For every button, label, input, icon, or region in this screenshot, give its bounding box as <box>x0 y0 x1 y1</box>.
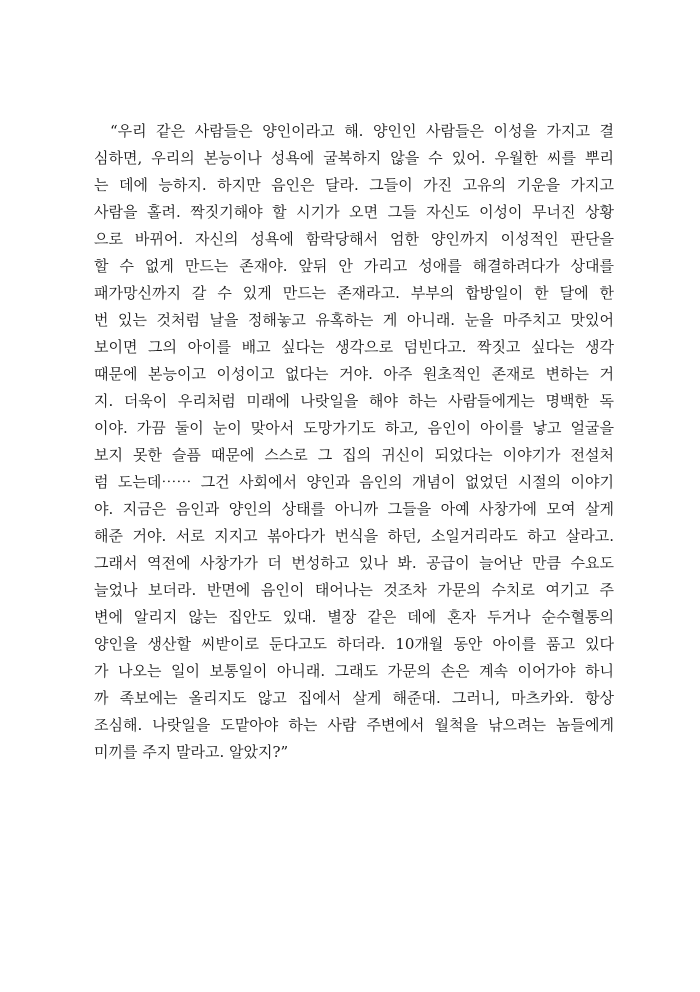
text-line: “우리 같은 사람들은 양인이라고 해. 양인인 사람들은 이성을 가지고 결 <box>110 122 614 140</box>
text-line: 그래서 역전에 사창가가 더 번성하고 있나 봐. 공급이 늘어난 만큼 수요도 <box>94 554 614 572</box>
text-line: 는 데에 능하지. 하지만 음인은 달라. 그들이 가진 고유의 기운을 가지고 <box>94 176 614 194</box>
text-line: 사람을 홀려. 짝짓기해야 할 시기가 오면 그들 자신도 이성이 무너진 상황 <box>94 203 614 221</box>
text-line: 할 수 없게 만드는 존재야. 앞뒤 안 가리고 성애를 해결하려다가 상대를 <box>94 257 614 275</box>
text-line: 보이면 그의 아이를 배고 싶다는 생각으로 덤빈다고. 짝짓고 싶다는 생각 <box>94 338 614 356</box>
text-line: 야. 지금은 음인과 양인의 상태를 아니까 그들을 아예 사창가에 모여 살게 <box>94 500 614 518</box>
text-line: 때문에 본능이고 이성이고 없다는 거야. 아주 원초적인 존재로 변하는 거 <box>94 365 614 383</box>
body-paragraph <box>94 118 614 766</box>
text-line: 해준 거야. 서로 지지고 볶아다가 번식을 하던, 소일거리라도 하고 살라고. <box>94 527 614 545</box>
text-line: 양인을 생산할 씨받이로 둔다고도 하더라. 10개월 동안 아이를 품고 있다 <box>94 635 614 653</box>
text-line: 늘었나 보더라. 반면에 음인이 태어나는 것조차 가문의 수치로 여기고 주 <box>94 581 614 599</box>
text-line: 심하면, 우리의 본능이나 성욕에 굴복하지 않을 수 있어. 우월한 씨를 뿌리 <box>94 149 614 167</box>
text-line: 미끼를 주지 말라고. 알았지?” <box>94 743 289 761</box>
text-line: 가 나오는 일이 보통일이 아니래. 그래도 가문의 손은 계속 이어가야 하니 <box>94 662 614 680</box>
text-line: 번 있는 것처럼 날을 정해놓고 유혹하는 게 아니래. 눈을 마주치고 맛있어 <box>94 311 614 329</box>
text-line: 까 족보에는 올리지도 않고 집에서 살게 해준대. 그러니, 마츠카와. 항상 <box>94 689 614 707</box>
text-line: 으로 바뀌어. 자신의 성욕에 함락당해서 엄한 양인까지 이성적인 판단을 <box>94 230 614 248</box>
text-line: 조심해. 나랏일을 도맡아야 하는 사람 주변에서 월척을 낚으려는 놈들에게 <box>94 716 614 734</box>
text-line: 패가망신까지 갈 수 있게 만드는 존재라고. 부부의 합방일이 한 달에 한 <box>94 284 614 302</box>
text-line: 럼 도는데⋯⋯ 그건 사회에서 양인과 음인의 개념이 없었던 시절의 이야기 <box>94 473 614 491</box>
text-line: 지. 더욱이 우리처럼 미래에 나랏일을 해야 하는 사람들에게는 명백한 독 <box>94 392 614 410</box>
text-line: 변에 알리지 않는 집안도 있대. 별장 같은 데에 혼자 두거나 순수혈통의 <box>94 608 614 626</box>
text-line: 이야. 가끔 둘이 눈이 맞아서 도망가기도 하고, 음인이 아이를 낳고 얼굴을 <box>94 419 614 437</box>
text-line: 보지 못한 슬픔 때문에 스스로 그 집의 귀신이 되었다는 이야기가 전설처 <box>94 446 614 464</box>
